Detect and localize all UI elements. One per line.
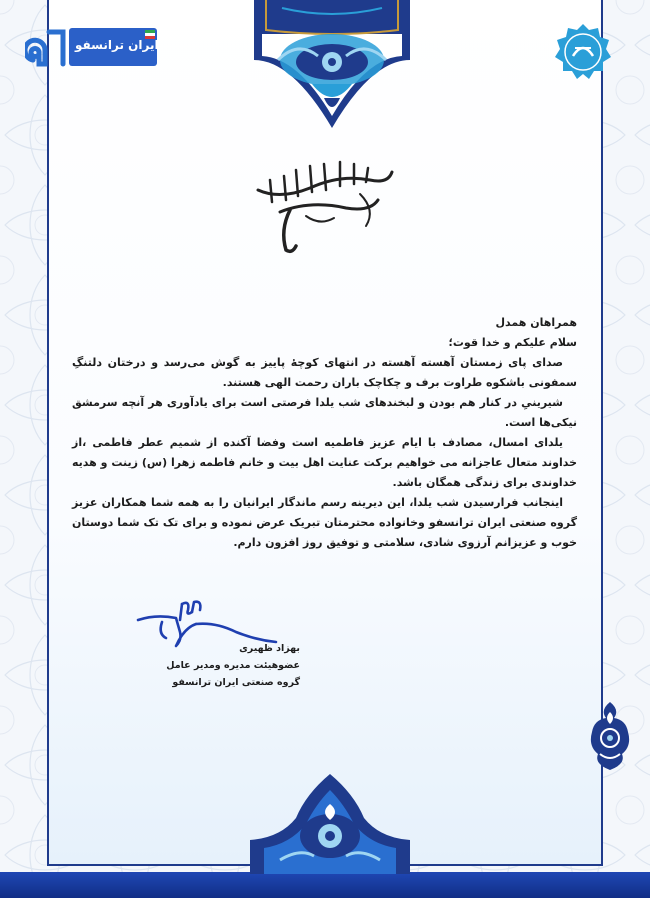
paragraph-1: صدای پای زمستان آهسته آهسته در انتهای کوچهٔ پاییز به گوش می‌رسد و درختان دلتنگِ سمفونی باشکوه طراوت برف و چکاچک باران رحمت الهی هستند. [72,356,577,389]
paragraph-3: یلدای امسال، مصادف با ایام عزیز فاطمیه است وفضا آکنده از شمیم عطر فاطمی ،از خداوند متعال عاجزانه می خواهیم برکت عنایت اهل بیت و خانم فاطمه زهرا (س) زینت و هدیه خداوندی برای زندگی همگان باشد. [72,436,577,489]
side-ornament-icon [586,700,634,772]
signer-block [166,640,300,691]
paragraph-4: اینجانب فرارسیدن شب یلدا، این دیرینه رسم ماندگار ایرانیان را به همه شما همکاران عزیز گروه صنعتی ایران ترانسفو وخانواده محترمتان تبریک عرض نموده و برای تک تک شما دوستان خوب و عزیزانم آرزوی شادی، سلامتی و توفیق روز افزون دارم. [72,496,577,549]
signer-title: عضوهیئت مدیره ومدیر عامل [166,660,300,671]
letter-body [72,313,577,553]
salutation: همراهان همدل [495,316,577,329]
yalda-emblem-icon [553,22,613,82]
signer-name: بهزاد ظهیری [239,643,300,654]
signer-company: گروه صنعتی ایران ترانسفو [172,677,300,688]
iran-transfo-logo [25,22,160,72]
bottom-band [0,872,650,898]
logo-text: ایران ترانسفو [75,38,159,52]
greeting: سلام علیکم و خدا قوت؛ [448,336,577,349]
paragraph-2: شیرینیِ در کنار هم بودن و لبخندهای شب یلدا فرصتی است برای یادآوری هر آنچه سرمشق نیکی‌ها است. [72,396,577,429]
top-ornament-icon [252,0,412,130]
bismillah-calligraphy-icon [250,150,400,260]
bottom-ornament-icon [250,770,410,874]
